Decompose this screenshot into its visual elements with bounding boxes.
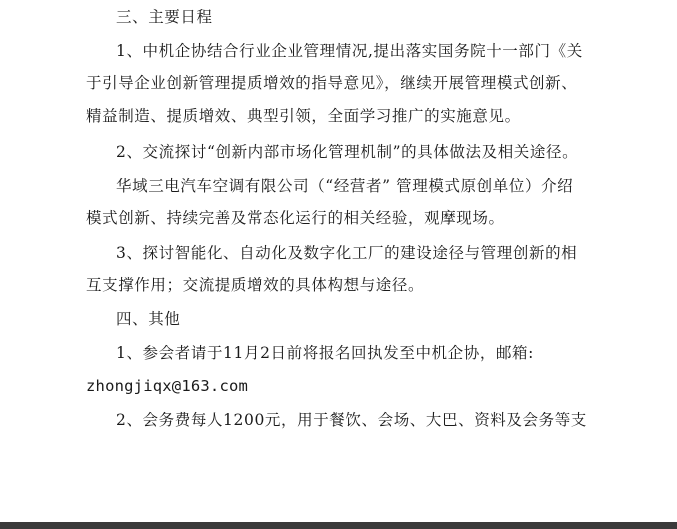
- paragraph-line: 模式创新、持续完善及常态化运行的相关经验，观摩现场。: [86, 209, 505, 227]
- paragraph-line: 3、探讨智能化、自动化及数字化工厂的建设途径与管理创新的相: [116, 244, 578, 262]
- bottom-edge-bar: [0, 522, 677, 529]
- section-heading-schedule: 三、主要日程: [116, 8, 213, 26]
- paragraph-line: 华域三电汽车空调有限公司（“经营者” 管理模式原创单位）介绍: [116, 177, 574, 195]
- paragraph-line: 1、中机企协结合行业企业管理情况,提出落实国务院十一部门《关: [116, 42, 583, 60]
- email-address: zhongjiqx@163.com: [86, 377, 249, 395]
- section-heading-other: 四、其他: [116, 310, 181, 328]
- paragraph-line: 互支撑作用；交流提质增效的具体构想与途径。: [86, 276, 425, 294]
- paragraph-line: 1、参会者请于11月2日前将报名回执发至中机企协，邮箱:: [116, 344, 534, 362]
- paragraph-line: 2、交流探讨“创新内部市场化管理机制”的具体做法及相关途径。: [116, 143, 579, 161]
- paragraph-line: 于引导企业创新管理提质增效的指导意见》，继续开展管理模式创新、: [86, 74, 578, 92]
- paragraph-line: 精益制造、提质增效、典型引领，全面学习推广的实施意见。: [86, 107, 521, 125]
- paragraph-line: 2、会务费每人1200元，用于餐饮、会场、大巴、资料及会务等支: [116, 411, 587, 429]
